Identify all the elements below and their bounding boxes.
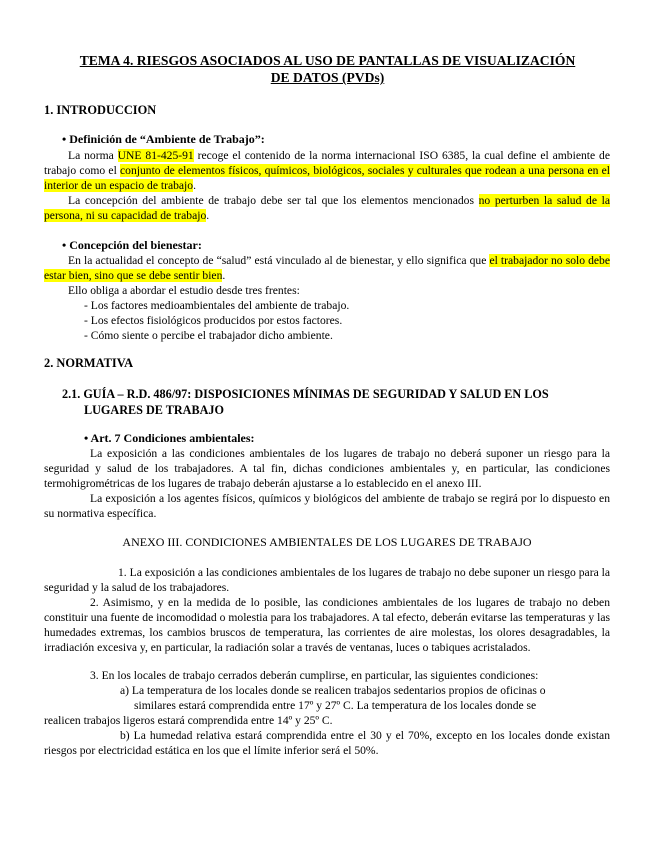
paragraph-definicion-2: La concepción del ambiente de trabajo debe ser tal que los elementos mencionados no perturben la salud de la persona, ni su capacidad de trabajo. [44,194,610,222]
highlight-no-perturben: no perturben la salud de la persona, ni su capacidad de trabajo [44,194,610,222]
document-title [40,52,615,86]
anexo-item-a-line-1: a) La temperatura de los locales donde se realicen trabajos sedentarios propios de oficinas o [120,684,546,697]
paragraph-definicion-1: La norma UNE 81-425-91 recoge el contenido de la norma internacional ISO 6385, la cual define el ambiente de trabajo como el conjunto de elementos físicos, químicos, biológicos, sociales y culturales que rodean a una persona en el interior de un espacio de trabajo. [44,149,610,192]
title-line-2: DE DATOS (PVDs) [270,70,385,85]
list-item-percepcion: - Cómo siente o percibe el trabajador dicho ambiente. [84,329,333,342]
anexo-item-b: b) La humedad relativa estará comprendida entre el 30 y el 70%, excepto en los locales donde existan riesgos por electricidad estática en los que el límite inferior será el 50%. [44,729,610,757]
paragraph-anexo-2: 2. Asimismo, y en la medida de lo posible, las condiciones ambientales de los lugares de trabajo no deben constituir una fuente de incomodidad o molestia para los trabajadores. A tal efecto, deberán evitarse las temperaturas y las humedades extremas, los cambios bruscos de temperatura, las corrientes de aire molestas, los olores desagradables, la irradiación excesiva y, en particular, la radiación solar a través de ventanas, luces o tabiques acristalados. [44,596,610,654]
section-heading-normativa: 2. NORMATIVA [44,356,134,370]
paragraph-anexo-3: 3. En los locales de trabajo cerrados deberán cumplirse, en particular, las siguientes condiciones: [90,669,539,682]
anexo-item-a-line-3: realicen trabajos ligeros estará comprendida entre 14º y 25º C. [44,714,333,727]
highlight-conjunto-elementos: conjunto de elementos físicos, químicos, biológicos, sociales y culturales que rodean a una persona en el interior de un espacio de trabajo [44,164,610,192]
highlight-sentir-bien: el trabajador no solo debe estar bien, sino que se debe sentir bien [44,254,611,282]
bullet-definicion-ambiente: • Definición de “Ambiente de Trabajo”: [62,132,265,146]
paragraph-art7-1: La exposición a las condiciones ambientales de los lugares de trabajo no deberá suponer un riesgo para la seguridad y salud de los trabajadores. A tal fin, dichas condiciones ambientales y, en particular, las condiciones termohigrométricas de los lugares de trabajo deberán ajustarse a lo establecido en el anexo III. [44,447,610,490]
anexo-title: ANEXO III. CONDICIONES AMBIENTALES DE LOS LUGARES DE TRABAJO [122,535,532,549]
bullet-art7: • Art. 7 Condiciones ambientales: [84,431,255,445]
title-line-1: TEMA 4. RIESGOS ASOCIADOS AL USO DE PANTALLAS DE VISUALIZACIÓN [79,53,576,68]
paragraph-bienestar-2: Ello obliga a abordar el estudio desde tres frentes: [68,284,300,297]
paragraph-bienestar-1: En la actualidad el concepto de “salud” está vinculado al de bienestar, y ello significa que el trabajador no solo debe estar bien, sino que se debe sentir bien. [44,254,611,282]
list-item-efectos: - Los efectos fisiológicos producidos por estos factores. [84,314,343,327]
list-item-factores: - Los factores medioambientales del ambiente de trabajo. [84,299,350,312]
anexo-item-a-line-2: similares estará comprendida entre 17º y 27º C. La temperatura de los locales donde se [134,699,537,712]
paragraph-anexo-1: 1. La exposición a las condiciones ambientales de los lugares de trabajo no debe suponer un riesgo para la seguridad y la salud de los trabajadores. [44,566,610,594]
subsection-heading-guia: 2.1. GUÍA – R.D. 486/97: DISPOSICIONES MÍNIMAS DE SEGURIDAD Y SALUD EN LOS LUGARES DE TRABAJO [62,387,549,417]
section-heading-introduccion: 1. INTRODUCCION [44,103,157,117]
bullet-concepcion-bienestar: • Concepción del bienestar: [62,238,202,252]
paragraph-art7-2: La exposición a los agentes físicos, químicos y biológicos del ambiente de trabajo se regirá por lo dispuesto en su normativa específica. [44,492,610,520]
highlight-une: UNE 81-425-91 [117,149,194,162]
